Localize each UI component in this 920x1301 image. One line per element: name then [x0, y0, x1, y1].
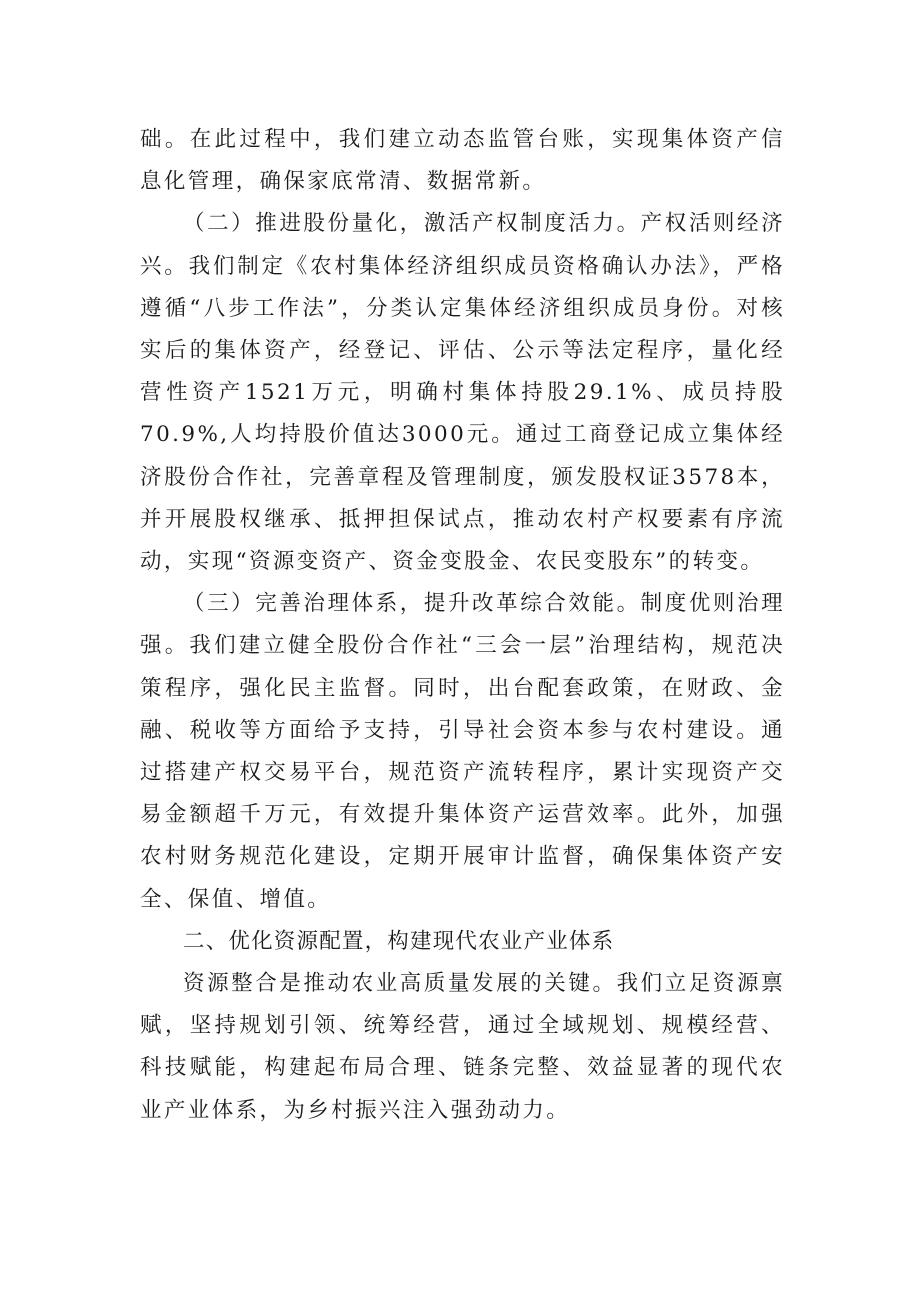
- paragraph-section-2: （二）推进股份量化，激活产权制度活力。产权活则经济兴。我们制定《农村集体经济组织成员资格确认办法》，严格遵循“八步工作法”，分类认定集体经济组织成员身份。对核实后的集体资产，经登记、评估、公示等法定程序，量化经营性资产1521万元，明确村集体持股29.1%、成员持股70.9%,人均持股价值达3000元。通过工商登记成立集体经济股份合作社，完善章程及管理制度，颁发股权证3578本，并开展股权继承、抵押担保试点，推动农村产权要素有序流动，实现“资源变资产、资金变股金、农民变股东”的转变。: [140, 211, 785, 575]
- section-heading-part-2: 二、优化资源配置，构建现代农业产业体系: [183, 928, 615, 954]
- paragraph-section-3: （三）完善治理体系，提升改革综合效能。制度优则治理强。我们建立健全股份合作社“三会一层”治理结构，规范决策程序，强化民主监督。同时，出台配套政策，在财政、金融、税收等方面给予支持，引导社会资本参与农村建设。通过搭建产权交易平台，规范资产流转程序，累计实现资产交易金额超千万元，有效提升集体资产运营效率。此外，加强农村财务规范化建设，定期开展审计监督，确保集体资产安全、保值、增值。: [140, 591, 785, 912]
- document-body: [140, 119, 785, 1132]
- paragraph-part-2-intro: 资源整合是推动农业高质量发展的关键。我们立足资源禀赋，坚持规划引领、统筹经营，通过全域规划、规模经营、科技赋能，构建起布局合理、链条完整、效益显著的现代农业产业体系，为乡村振兴注入强劲动力。: [140, 971, 785, 1123]
- paragraph-continuation: 础。在此过程中，我们建立动态监管台账，实现集体资产信息化管理，确保家底常清、数据常新。: [140, 127, 785, 195]
